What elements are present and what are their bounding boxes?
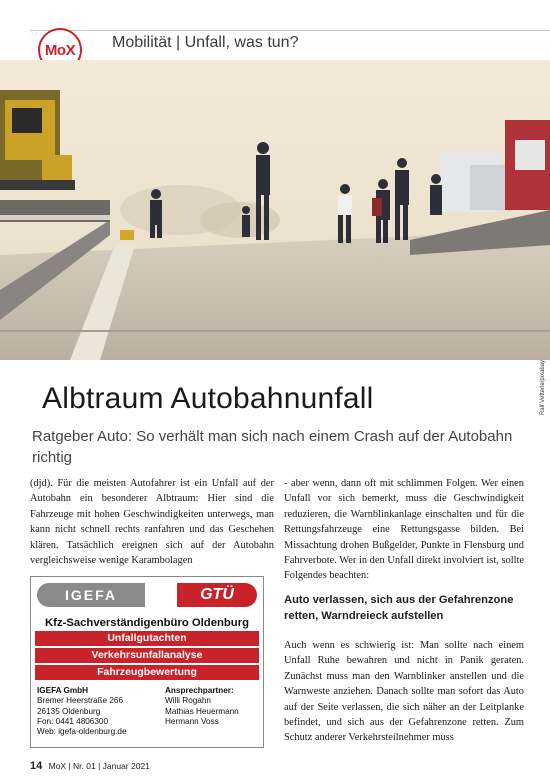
photo-credit: Ralf Vetterle/pixabay [540,360,546,416]
igefa-logo-text: IGEFA [64,587,117,603]
ad-company: IGEFA GmbH [37,686,89,695]
ad-title: Kfz-Sachverständigenbüro Oldenburg [45,617,249,629]
section-heading: Auto verlassen, sich aus der Gefahrenzone retten, Warndreieck aufstellen [284,594,514,622]
ad-logos [31,577,263,613]
ad-address [37,686,165,737]
ad-phone: Fon: 0441 4806300 [37,716,109,726]
body-column-2-continued: Auch wenn es schwierig ist: Man sollte nach einem Unfall Ruhe bewahren und nicht in Panik geraten. Zunächst muss man den Warnblinker anstellen und die Warnweste anziehen. Danach sollte man sofort das Auto auf der Seite verlassen, die sich näher an der Leitplanke befindet, und sich aus der Gefahrenzone retten. Zum Schutz anderer Verkehrsteilnehmer muss [284,640,524,744]
ad-contact-person: Mathias Heuermann [165,706,239,716]
advertisement [30,576,264,748]
page-footer [30,760,150,772]
logo-text: MoX [44,41,76,59]
highway-accident-image [0,60,550,360]
ad-service: Fahrzeugbewertung [35,665,259,680]
ad-contact-person: Willi Rogahn [165,696,211,706]
ad-contacts-label: Ansprechpartner: [165,686,234,695]
page-number: 14 [30,760,43,772]
page-header [0,0,550,60]
body-column-2: - aber wenn, dann oft mit schlimmen Folgen. Wer einen Unfall vor sich bemerkt, muss die Geschwindigkeit reduzieren, die Warnblinkanlage einschalten und für die Rettungsfahrzeuge eine Rettungsgasse bilden. Bei Missachtung drohen Bußgelder, Punkte in Flensburg und Fahrverbote. Wer in den Unfall direkt involviert ist, sollte Folgendes beachten: [284,478,524,582]
ad-service: Verkehrsunfallanalyse [35,648,259,663]
gtu-logo-text: GTÜ [200,586,234,603]
gtu-logo [177,583,257,607]
ad-street: Bremer Heerstraße 266 [37,696,124,706]
ad-city: 26135 Oldenburg [37,706,101,716]
article-subheadline: Ratgeber Auto: So verhält man sich nach einem Crash auf der Autobahn richtig [32,428,513,466]
ad-contacts [165,686,239,737]
ad-contact-person: Hermann Voss [165,716,219,726]
ad-service: Unfallgutachten [35,631,259,646]
ad-contact [31,682,263,737]
section-title: Mobilität | Unfall, was tun? [112,34,299,51]
body-column-1: (djd). Für die meisten Autofahrer ist ein Unfall auf der Autobahn ein besonderer Albtraum: Hier sind die Fahrzeuge mit hohen Geschwindigkeiten unterwegs, man kann nicht schnell rechts ranfahren und das Geschehen klären. Tatsächlich ereignen sich auf der Autobahn vergleichsweise wenige Karambolagen [30,478,274,567]
header-rule [30,30,550,31]
igefa-logo [37,583,145,607]
article-headline: Albtraum Autobahnunfall [42,382,374,415]
issue-info: MoX | Nr. 01 | Januar 2021 [48,761,150,771]
ad-web: Web: igefa-oldenburg.de [37,727,127,737]
